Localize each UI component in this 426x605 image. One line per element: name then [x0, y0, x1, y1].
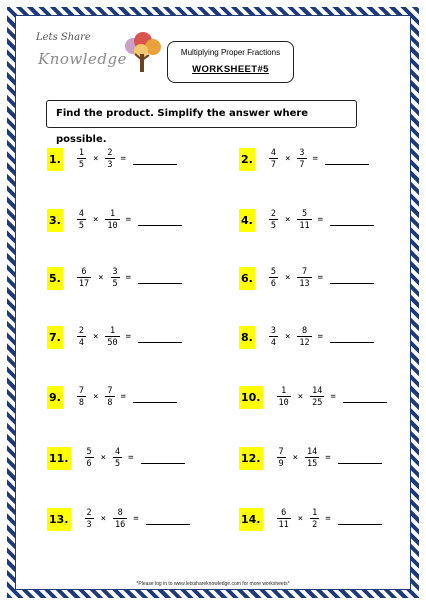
second-fraction	[105, 148, 114, 170]
denominator: 7	[299, 160, 305, 170]
denominator: 13	[299, 279, 310, 289]
answer-blank[interactable]	[133, 156, 177, 165]
denominator: 50	[107, 338, 118, 348]
denominator: 25	[312, 398, 323, 408]
problem-number: 14.	[239, 508, 263, 531]
numerator: 4	[78, 209, 84, 219]
first-fraction	[77, 386, 86, 408]
second-fraction	[297, 267, 311, 289]
denominator: 17	[78, 279, 90, 289]
first-fraction	[277, 508, 291, 530]
denominator: 15	[307, 459, 318, 469]
multiply-sign: ×	[92, 332, 99, 342]
numerator: 1	[312, 508, 318, 518]
logo-line1: Lets Share	[36, 32, 91, 43]
multiply-sign: ×	[284, 332, 291, 342]
second-fraction	[105, 209, 119, 231]
answer-blank[interactable]	[138, 275, 182, 284]
problem-number: 1.	[47, 148, 63, 171]
title-box	[167, 41, 294, 83]
multiply-sign: ×	[92, 392, 99, 402]
answer-blank[interactable]	[138, 217, 182, 226]
numerator: 2	[86, 508, 92, 518]
numerator: 4	[115, 447, 121, 457]
denominator: 5	[115, 459, 121, 469]
numerator: 1	[281, 386, 287, 396]
numerator: 2	[270, 209, 276, 219]
multiply-sign: ×	[92, 154, 99, 164]
numerator: 6	[281, 508, 287, 518]
tree-icon	[121, 30, 165, 76]
multiply-sign: ×	[98, 273, 104, 283]
problem-item	[239, 381, 387, 413]
first-fraction	[269, 326, 278, 348]
numerator: 1	[78, 148, 84, 158]
numerator: 5	[270, 267, 276, 277]
worksheet-title: WORKSHEET#5	[192, 64, 269, 75]
equals-sign: =	[125, 332, 132, 342]
numerator: 7	[78, 386, 84, 396]
numerator: 1	[109, 209, 116, 219]
logo	[26, 22, 166, 82]
first-fraction	[85, 508, 94, 530]
equals-sign: =	[317, 273, 324, 283]
problem-number: 2.	[239, 148, 255, 171]
problem-item	[239, 143, 369, 175]
equals-sign: =	[330, 392, 336, 402]
answer-blank[interactable]	[338, 516, 382, 525]
answer-blank[interactable]	[141, 455, 185, 464]
first-fraction	[277, 447, 286, 469]
denominator: 9	[278, 459, 284, 469]
problem-item	[47, 503, 190, 535]
first-fraction	[77, 209, 86, 231]
second-fraction	[297, 209, 311, 231]
numerator: 3	[270, 326, 276, 336]
numerator: 7	[107, 386, 113, 396]
first-fraction	[269, 148, 278, 170]
denominator: 2	[312, 520, 318, 530]
denominator: 5	[78, 221, 84, 231]
problem-number: 8.	[239, 326, 255, 349]
equals-sign: =	[133, 514, 139, 524]
multiply-sign: ×	[284, 154, 291, 164]
problem-item	[47, 442, 185, 474]
second-fraction	[105, 386, 114, 408]
numerator: 7	[278, 447, 284, 457]
problem-number: 4.	[239, 209, 255, 232]
problem-number: 13.	[47, 508, 71, 531]
numerator: 1	[109, 326, 116, 336]
problem-number: 3.	[47, 209, 63, 232]
denominator: 10	[107, 221, 118, 231]
numerator: 2	[78, 326, 84, 336]
problem-item	[239, 262, 374, 294]
equals-sign: =	[317, 332, 324, 342]
multiply-sign: ×	[297, 514, 304, 524]
answer-blank[interactable]	[133, 394, 177, 403]
multiply-sign: ×	[100, 514, 107, 524]
problem-number: 12.	[239, 447, 263, 470]
problem-item	[239, 204, 374, 236]
multiply-sign: ×	[292, 453, 299, 463]
numerator: 5	[301, 209, 308, 219]
multiply-sign: ×	[284, 215, 291, 225]
first-fraction	[77, 267, 91, 289]
numerator: 8	[301, 326, 308, 336]
equals-sign: =	[120, 154, 126, 164]
answer-blank[interactable]	[146, 516, 190, 525]
numerator: 8	[117, 508, 123, 518]
second-fraction	[297, 148, 306, 170]
problem-number: 7.	[47, 326, 63, 349]
second-fraction	[113, 447, 122, 469]
worksheet-subtitle: Multiplying Proper Fractions	[180, 48, 281, 57]
multiply-sign: ×	[284, 273, 291, 283]
problem-number: 11.	[47, 447, 71, 470]
numerator: 2	[107, 148, 113, 158]
problem-number: 9.	[47, 386, 63, 409]
first-fraction	[277, 386, 291, 408]
numerator: 4	[270, 148, 276, 158]
denominator: 10	[278, 398, 289, 408]
second-fraction	[111, 267, 120, 289]
equals-sign: =	[125, 215, 132, 225]
first-fraction	[269, 267, 278, 289]
second-fraction	[297, 326, 311, 348]
first-fraction	[269, 209, 278, 231]
numerator: 5	[86, 447, 92, 457]
denominator: 6	[270, 279, 276, 289]
second-fraction	[305, 447, 319, 469]
second-fraction	[310, 508, 319, 530]
answer-blank[interactable]	[325, 156, 369, 165]
first-fraction	[85, 447, 94, 469]
answer-blank[interactable]	[330, 217, 374, 226]
answer-blank[interactable]	[330, 275, 374, 284]
equals-sign: =	[128, 453, 134, 463]
equals-sign: =	[125, 273, 132, 283]
worksheet-page	[15, 15, 411, 590]
footer-note: *Please log in to www.letsshareknowledge.com for more worksheets*	[136, 581, 290, 587]
problem-item	[47, 381, 177, 413]
second-fraction	[310, 386, 324, 408]
numerator: 14	[312, 386, 323, 396]
answer-blank[interactable]	[338, 455, 382, 464]
first-fraction	[77, 326, 86, 348]
numerator: 7	[301, 267, 308, 277]
numerator: 6	[81, 267, 87, 277]
numerator: 3	[112, 267, 118, 277]
answer-blank[interactable]	[330, 334, 374, 343]
denominator: 11	[278, 520, 289, 530]
problem-item	[239, 442, 382, 474]
answer-blank[interactable]	[343, 394, 387, 403]
denominator: 7	[270, 160, 276, 170]
denominator: 4	[78, 338, 84, 348]
problem-item	[47, 321, 182, 353]
denominator: 6	[86, 459, 92, 469]
problem-number: 10.	[239, 386, 263, 409]
problem-number: 5.	[47, 267, 63, 290]
equals-sign: =	[325, 514, 331, 524]
second-fraction	[113, 508, 127, 530]
denominator: 8	[78, 398, 84, 408]
decorative-border	[7, 7, 419, 598]
equals-sign: =	[312, 154, 318, 164]
problem-item	[239, 503, 382, 535]
first-fraction	[77, 148, 86, 170]
denominator: 3	[107, 160, 113, 170]
denominator: 16	[115, 520, 126, 530]
second-fraction	[105, 326, 119, 348]
numerator: 3	[299, 148, 305, 158]
logo-line2: Knowledge	[38, 50, 127, 68]
multiply-sign: ×	[92, 215, 99, 225]
denominator: 5	[78, 160, 84, 170]
denominator: 5	[112, 279, 118, 289]
denominator: 12	[299, 338, 310, 348]
denominator: 4	[270, 338, 276, 348]
numerator: 14	[307, 447, 318, 457]
equals-sign: =	[325, 453, 331, 463]
multiply-sign: ×	[100, 453, 107, 463]
instruction-box: Find the product. Simplify the answer where possible.	[46, 100, 357, 128]
equals-sign: =	[317, 215, 324, 225]
denominator: 8	[107, 398, 113, 408]
equals-sign: =	[120, 392, 126, 402]
answer-blank[interactable]	[138, 334, 182, 343]
denominator: 5	[270, 221, 276, 231]
problem-item	[47, 143, 177, 175]
problem-number: 6.	[239, 267, 255, 290]
problem-item	[239, 321, 374, 353]
denominator: 3	[86, 520, 92, 530]
problem-item	[47, 262, 182, 294]
problem-item	[47, 204, 182, 236]
multiply-sign: ×	[297, 392, 304, 402]
denominator: 11	[299, 221, 310, 231]
